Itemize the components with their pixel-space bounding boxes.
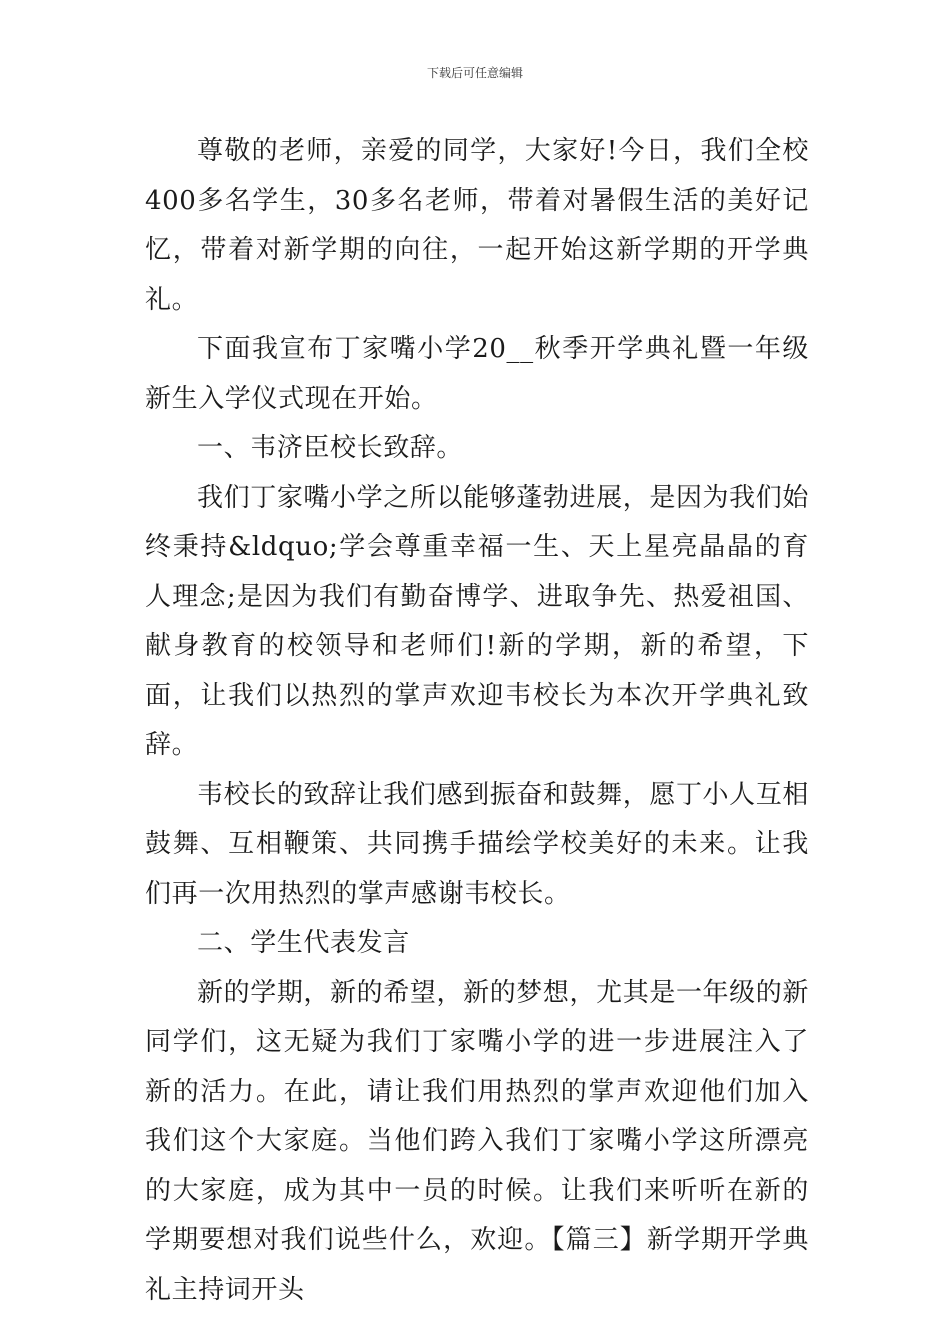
- paragraph-thanks-principal: 韦校长的致辞让我们感到振奋和鼓舞，愿丁小人互相鼓舞、互相鞭策、共同携手描绘学校美好的未来。让我们再一次用热烈的掌声感谢韦校长。: [145, 779, 809, 909]
- paragraph-greeting: 尊敬的老师，亲爱的同学，大家好!今日，我们全校400多名学生，30多名老师，带着对暑假生活的美好记忆，带着对新学期的向往，一起开始这新学期的开学典礼。: [145, 136, 809, 315]
- page-header: 下载后可任意编辑: [426, 66, 523, 80]
- paragraph-school-intro: 我们丁家嘴小学之所以能够蓬勃进展，是因为我们始终秉持&ldquo;学会尊重幸福一生、天上星亮晶晶的育人理念;是因为我们有勤奋博学、进取争先、热爱祖国、献身教育的校领导和老师们!新的学期，新的希望，下面，让我们以热烈的掌声欢迎韦校长为本次开学典礼致辞。: [145, 482, 809, 760]
- paragraph-announcement: 下面我宣布丁家嘴小学20__秋季开学典礼暨一年级新生入学仪式现在开始。: [145, 334, 809, 414]
- document-body: [145, 127, 809, 1315]
- section-heading-student-speech: 二、学生代表发言: [197, 928, 410, 958]
- section-heading-principal-speech: 一、韦济臣校长致辞。: [197, 433, 464, 463]
- paragraph-new-students: 新的学期，新的希望，新的梦想，尤其是一年级的新同学们，这无疑为我们丁家嘴小学的进一步进展注入了新的活力。在此，请让我们用热烈的掌声欢迎他们加入我们这个大家庭。当他们跨入我们丁家嘴小学这所漂亮的大家庭，成为其中一员的时候。让我们来听听在新的学期要想对我们说些什么，欢迎。【篇三】新学期开学典礼主持词开头: [145, 977, 809, 1305]
